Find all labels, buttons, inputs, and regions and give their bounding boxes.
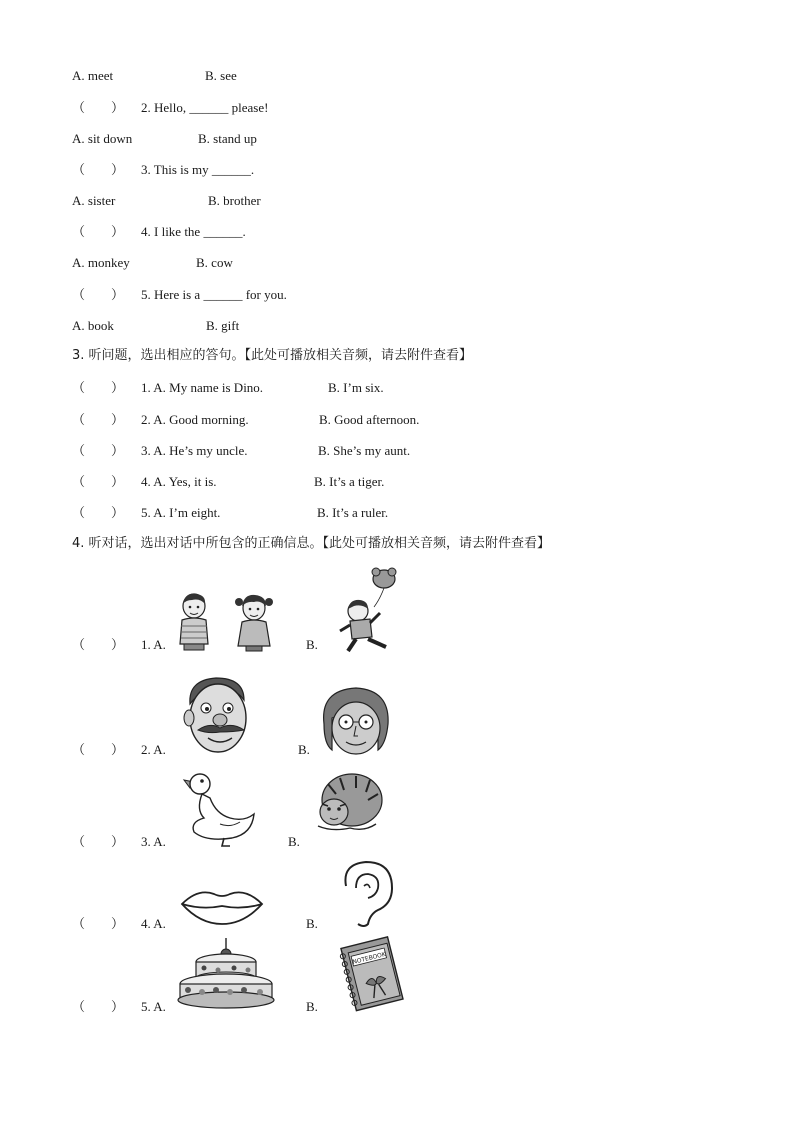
s4q2-option-b-label: B. (298, 742, 310, 757)
s4q2-option-a-label: 2. A. (141, 742, 166, 757)
q1-option-a: A. meet (72, 68, 114, 83)
boy-and-girl-picture[interactable] (172, 592, 282, 652)
cake-picture[interactable] (174, 936, 278, 1010)
s4q5-answer-paren[interactable]: （ ） (72, 999, 125, 1014)
s3q2-option-a: 2. A. Good morning. (141, 412, 249, 427)
q3-option-a: A. sister (72, 193, 116, 208)
s3q5-answer-paren[interactable]: （ ） (72, 505, 125, 520)
q3-option-b: B. brother (208, 193, 261, 208)
s3q3-answer-paren[interactable]: （ ） (72, 443, 125, 458)
ear-icon[interactable] (334, 858, 400, 930)
s4q3-option-a-label: 3. A. (141, 834, 166, 849)
grandma-with-glasses-picture[interactable] (318, 684, 392, 756)
boy-figure (180, 594, 208, 650)
s3q4-answer-paren[interactable]: （ ） (72, 474, 125, 489)
s3q5-option-a: 5. A. I’m eight. (141, 505, 221, 520)
s3q1-answer-paren[interactable]: （ ） (72, 380, 125, 395)
s4q4-option-a-label: 4. A. (141, 916, 166, 931)
q4-answer-paren[interactable]: （ ） (72, 224, 125, 239)
section3-title: 3. 听问题，选出相应的答句。【此处可播放相关音频，请去附件查看】 (72, 348, 473, 363)
q3-stem: 3. This is my ______. (141, 162, 255, 177)
s3q1-option-b: B. I’m six. (328, 380, 384, 395)
q1-option-b: B. see (205, 68, 237, 83)
q4-option-b: B. cow (196, 255, 233, 270)
q3-answer-paren[interactable]: （ ） (72, 162, 125, 177)
q5-option-a: A. book (72, 318, 114, 333)
notebook-label: NOTEBOOK (351, 950, 387, 966)
girl-figure (235, 595, 273, 651)
tiger-picture[interactable] (310, 770, 384, 836)
running-boy-figure (340, 600, 386, 651)
s4q1-option-a-label: 1. A. (141, 637, 166, 652)
s4q1-answer-paren[interactable]: （ ） (72, 637, 125, 652)
section4-title: 4. 听对话，选出对话中所包含的正确信息。【此处可播放相关音频，请去附件查看】 (72, 536, 551, 551)
q5-option-b: B. gift (206, 318, 240, 333)
running-boy-with-balloon-picture[interactable] (336, 567, 408, 655)
s3q2-answer-paren[interactable]: （ ） (72, 412, 125, 427)
q2-option-a: A. sit down (72, 131, 133, 146)
notebook-picture[interactable] (334, 934, 408, 1014)
q4-option-a: A. monkey (72, 255, 130, 270)
s3q3-option-a: 3. A. He’s my uncle. (141, 443, 248, 458)
s4q5-option-a-label: 5. A. (141, 999, 166, 1014)
s4q1-option-b-label: B. (306, 637, 318, 652)
s3q3-option-b: B. She’s my aunt. (318, 443, 411, 458)
s4q2-answer-paren[interactable]: （ ） (72, 742, 125, 757)
s4q3-answer-paren[interactable]: （ ） (72, 834, 125, 849)
s4q5-option-b-label: B. (306, 999, 318, 1014)
balloon-icon (372, 568, 396, 607)
s4q3-option-b-label: B. (288, 834, 300, 849)
man-with-mustache-picture[interactable] (178, 674, 258, 758)
s3q4-option-a: 4. A. Yes, it is. (141, 474, 217, 489)
s4q4-option-b-label: B. (306, 916, 318, 931)
q2-option-b: B. stand up (198, 131, 257, 146)
lips-icon[interactable] (178, 884, 266, 928)
s4q4-answer-paren[interactable]: （ ） (72, 916, 125, 931)
s3q2-option-b: B. Good afternoon. (319, 412, 420, 427)
q2-answer-paren[interactable]: （ ） (72, 100, 125, 115)
q5-stem: 5. Here is a ______ for you. (141, 287, 287, 302)
s3q5-option-b: B. It’s a ruler. (317, 505, 389, 520)
q5-answer-paren[interactable]: （ ） (72, 287, 125, 302)
q2-stem: 2. Hello, ______ please! (141, 100, 269, 115)
s3q4-option-b: B. It’s a tiger. (314, 474, 385, 489)
duck-picture[interactable] (180, 770, 260, 850)
s3q1-option-a: 1. A. My name is Dino. (141, 380, 264, 395)
q4-stem: 4. I like the ______. (141, 224, 246, 239)
